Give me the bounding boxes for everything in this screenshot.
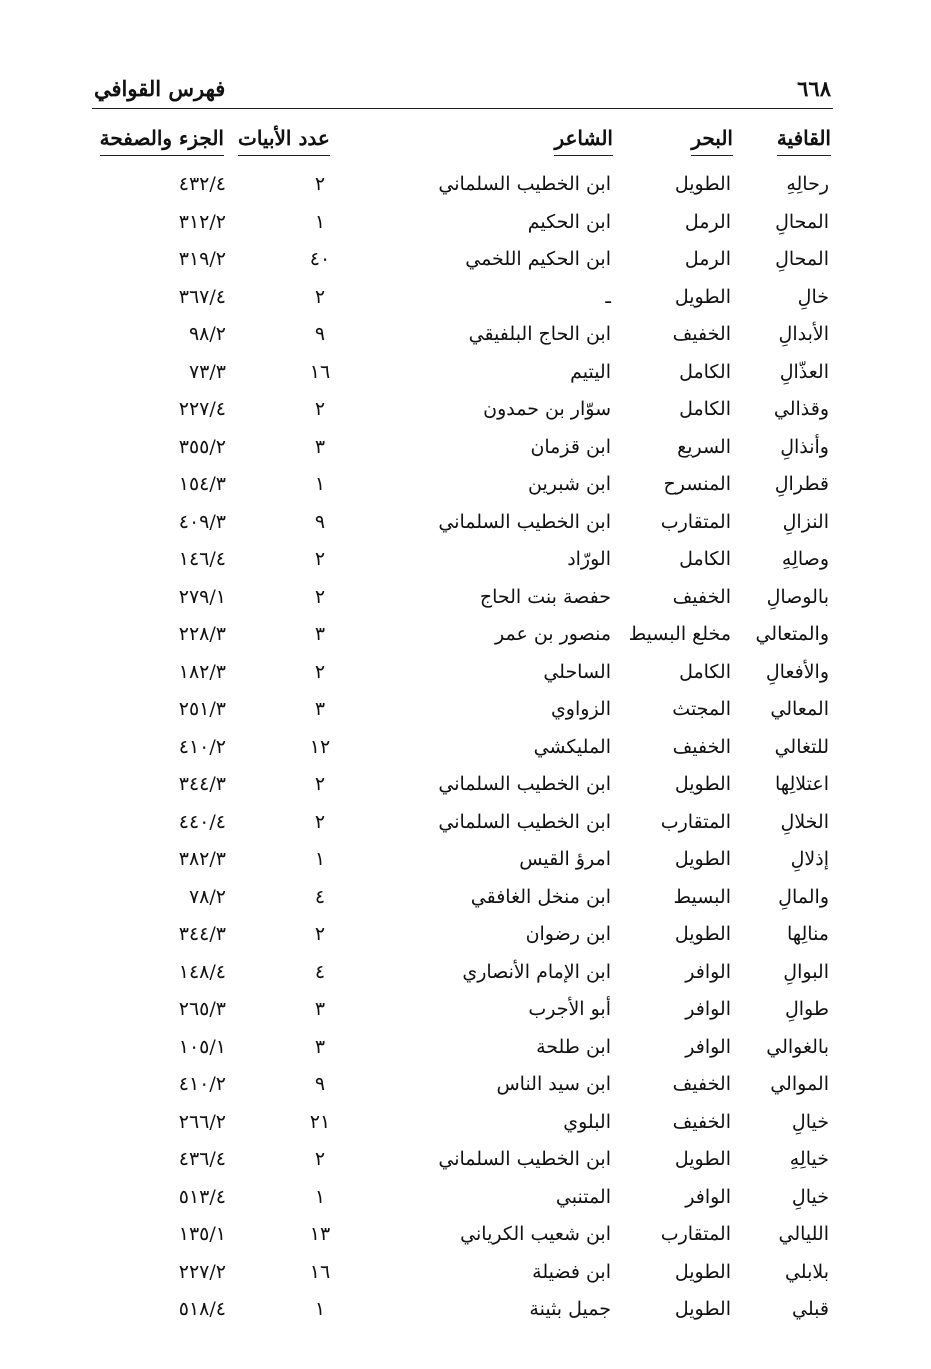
meter-cell: الرمل [684, 210, 731, 233]
meter-cell: الكامل [679, 398, 731, 420]
table-row [0, 619, 931, 657]
verse-count-cell: ٤ [314, 885, 326, 908]
poet-cell: ابن الخطيب السلماني [438, 773, 611, 795]
table-row [0, 207, 931, 245]
table-row [0, 1219, 931, 1257]
poet-cell: ابن قزمان [530, 435, 611, 458]
poet-cell: ابن الحكيم اللخمي [465, 248, 611, 270]
verse-count-cell: ٢ [314, 285, 326, 308]
table-row [0, 994, 931, 1032]
volume-page-cell: ٤١٠/٢ [178, 1073, 226, 1095]
rhyme-cell: وصالِهِ [781, 548, 829, 570]
verse-count-cell: ٩ [314, 510, 326, 533]
meter-cell: الخفيف [672, 585, 731, 608]
verse-count-cell: ٣ [314, 998, 326, 1020]
meter-cell: الوافر [685, 998, 731, 1020]
meter-cell: المنسرح [663, 473, 731, 495]
rhyme-cell: طوالِ [784, 998, 829, 1020]
rhyme-cell: وأنذالِ [780, 435, 829, 458]
poet-cell: الورّاد [567, 548, 611, 570]
poet-cell: سوّار بن حمدون [483, 398, 611, 420]
volume-page-cell: ٥١٣/٤ [178, 1185, 226, 1208]
verse-count-cell: ١٦ [309, 360, 331, 383]
verse-count-cell: ٤ [314, 960, 326, 983]
volume-page-cell: ٢٦٥/٣ [178, 998, 226, 1020]
table-row [0, 1182, 931, 1220]
volume-page-cell: ٤١٠/٢ [178, 735, 226, 758]
meter-cell: الطويل [674, 173, 731, 195]
verse-count-cell: ١ [314, 1298, 326, 1320]
poet-cell: ابن شبرين [528, 473, 611, 495]
volume-page-cell: ٣٥٥/٢ [178, 435, 226, 458]
poet-cell: المتنبي [555, 1185, 611, 1208]
meter-cell: الوافر [685, 1185, 731, 1208]
volume-page-cell: ٢٦٦/٢ [178, 1110, 226, 1133]
verse-count-cell: ١٢ [309, 735, 331, 758]
volume-page-cell: ٣٦٧/٤ [178, 285, 226, 308]
table-row [0, 657, 931, 695]
table-row [0, 957, 931, 995]
verse-count-cell: ٢ [314, 585, 326, 608]
volume-page-cell: ٢٧٩/١ [178, 585, 226, 608]
poet-cell: ابن فضيلة [532, 1260, 611, 1283]
volume-page-cell: ٣١٢/٢ [178, 210, 226, 233]
verse-count-cell: ٢ [314, 548, 326, 570]
rhyme-cell: المحالِ [775, 248, 829, 270]
poet-cell: منصور بن عمر [494, 623, 611, 645]
table-row [0, 844, 931, 882]
table-row [0, 169, 931, 207]
table-row [0, 319, 931, 357]
volume-page-cell: ١٤٨/٤ [178, 960, 226, 983]
table-row [0, 1144, 931, 1182]
meter-cell: المجتث [672, 698, 731, 720]
page-number: ٦٦٨ [797, 76, 831, 101]
table-row [0, 357, 931, 395]
meter-cell: الطويل [674, 773, 731, 795]
poet-cell: ابن الإمام الأنصاري [462, 960, 611, 983]
verse-count-cell: ٢ [314, 660, 326, 683]
volume-page-cell: ٢٥١/٣ [178, 698, 226, 720]
rhyme-cell: قبلي [792, 1298, 829, 1320]
verse-count-cell: ١ [314, 1185, 326, 1208]
verse-count-cell: ٣ [314, 435, 326, 458]
poet-cell: البلوي [563, 1110, 611, 1133]
table-row [0, 1107, 931, 1145]
poet-cell: ابن الخطيب السلماني [438, 1148, 611, 1170]
column-header-rhyme: القافية [776, 126, 831, 150]
poet-cell: اليتيم [570, 360, 611, 383]
rhyme-cell: الأبدالِ [778, 323, 829, 345]
poet-cell: الساحلي [543, 660, 611, 683]
table-row [0, 432, 931, 470]
table-row [0, 582, 931, 620]
rhyme-cell: والمتعالي [755, 623, 829, 645]
rhyme-cell: المعالي [770, 698, 829, 720]
verse-count-cell: ٢ [314, 1148, 326, 1170]
volume-page-cell: ١٠٥/١ [178, 1035, 226, 1058]
meter-cell: المتقارب [660, 1223, 731, 1245]
poet-cell: ابن رضوان [525, 923, 611, 945]
meter-cell: الطويل [674, 923, 731, 945]
table-row [0, 544, 931, 582]
poet-cell: ابن طلحة [536, 1035, 611, 1058]
meter-cell: المتقارب [660, 810, 731, 833]
rhyme-cell: منالِها [786, 923, 829, 945]
table-row [0, 1257, 931, 1295]
volume-page-cell: ٤٠٩/٣ [178, 510, 226, 533]
verse-count-cell: ٢١ [309, 1110, 331, 1133]
table-row [0, 244, 931, 282]
volume-page-cell: ١٣٥/١ [178, 1223, 226, 1245]
meter-cell: الخفيف [672, 1073, 731, 1095]
table-row [0, 1294, 931, 1332]
meter-cell: الرمل [684, 248, 731, 270]
poet-cell: أبو الأجرب [528, 998, 611, 1020]
poet-cell: امرؤ القيس [519, 848, 611, 870]
volume-page-cell: ٢٢٧/٢ [178, 1260, 226, 1283]
table-row [0, 1069, 931, 1107]
rhyme-cell: اعتلالِها [774, 773, 829, 795]
verse-count-cell: ١ [314, 473, 326, 495]
rhyme-cell: النزالِ [782, 510, 829, 533]
verse-count-cell: ٢ [314, 173, 326, 195]
volume-page-cell: ٧٣/٣ [188, 360, 226, 383]
column-header-verse-count: عدد الأبيات [238, 126, 330, 150]
poet-cell: ابن شعيب الكرياني [460, 1223, 611, 1245]
volume-page-cell: ٢٢٧/٤ [178, 398, 226, 420]
volume-page-cell: ٣١٩/٢ [178, 248, 226, 270]
rhyme-cell: العذّالِ [779, 360, 829, 383]
rhyme-cell: للتغالي [774, 735, 829, 758]
rhyme-cell: بالغوالي [766, 1035, 829, 1058]
meter-cell: الخفيف [672, 735, 731, 758]
rhyme-cell: بلابلي [784, 1260, 829, 1283]
rhyme-cell: خيالِ [791, 1110, 829, 1133]
poet-cell: ابن سيد الناس [496, 1073, 611, 1095]
rhyme-cell: رحالِهِ [786, 173, 829, 195]
volume-page-cell: ٩٨/٢ [188, 323, 226, 345]
verse-count-cell: ٢ [314, 810, 326, 833]
volume-page-cell: ٣٤٤/٣ [178, 923, 226, 945]
verse-count-cell: ٢ [314, 923, 326, 945]
rhyme-cell: البوالِ [783, 960, 829, 983]
rhyme-cell: الموالي [770, 1073, 829, 1095]
meter-cell: الطويل [674, 1260, 731, 1283]
meter-cell: الطويل [674, 848, 731, 870]
poet-cell: ابن الخطيب السلماني [438, 810, 611, 833]
table-row [0, 1032, 931, 1070]
verse-count-cell: ٢ [314, 773, 326, 795]
volume-page-cell: ٥١٨/٤ [178, 1298, 226, 1320]
verse-count-cell: ٩ [314, 323, 326, 345]
poet-cell: ابن منخل الغافقي [470, 885, 611, 908]
table-row [0, 394, 931, 432]
volume-page-cell: ١٥٤/٣ [178, 473, 226, 495]
column-header-volume-page: الجزء والصفحة [99, 126, 224, 150]
rhyme-cell: خالِ [797, 285, 829, 308]
rhyme-cell: والمالِ [778, 885, 829, 908]
section-title: فهرس القوافي [94, 76, 226, 101]
table-row [0, 507, 931, 545]
meter-cell: البسيط [673, 885, 731, 908]
volume-page-cell: ٢٢٨/٣ [178, 623, 226, 645]
meter-cell: الخفيف [672, 323, 731, 345]
poet-cell: جميل بثينة [529, 1298, 611, 1320]
rhyme-cell: بالوصالِ [766, 585, 829, 608]
verse-count-cell: ٣ [314, 698, 326, 720]
volume-page-cell: ١٨٢/٣ [178, 660, 226, 683]
poet-cell: حفصة بنت الحاج [479, 585, 611, 608]
poet-cell: ابن الخطيب السلماني [438, 173, 611, 195]
volume-page-cell: ٣٨٢/٣ [178, 848, 226, 870]
rhyme-cell: خيالِهِ [789, 1148, 829, 1170]
rhyme-cell: المحالِ [775, 210, 829, 233]
column-header-meter: البحر [691, 126, 733, 150]
rhyme-cell: إذلالِ [790, 848, 829, 870]
volume-page-cell: ١٤٦/٤ [178, 548, 226, 570]
verse-count-cell: ١ [314, 210, 326, 233]
verse-count-cell: ٣ [314, 1035, 326, 1058]
verse-count-cell: ٢ [314, 398, 326, 420]
page-header [92, 74, 833, 109]
verse-count-cell: ٣ [314, 623, 326, 645]
meter-cell: مخلع البسيط [628, 623, 731, 645]
meter-cell: الكامل [679, 548, 731, 570]
poet-cell: ابن الخطيب السلماني [438, 510, 611, 533]
poet-cell: ـ [605, 285, 611, 308]
meter-cell: الوافر [685, 1035, 731, 1058]
table-row [0, 282, 931, 320]
volume-page-cell: ٣٤٤/٣ [178, 773, 226, 795]
poet-cell: ابن الحاج البلفيقي [468, 323, 611, 345]
volume-page-cell: ٧٨/٢ [188, 885, 226, 908]
rhyme-cell: خيالِ [791, 1185, 829, 1208]
table-row [0, 469, 931, 507]
meter-cell: الطويل [674, 285, 731, 308]
table-row [0, 882, 931, 920]
table-row [0, 694, 931, 732]
volume-page-cell: ٤٤٠/٤ [178, 810, 226, 833]
volume-page-cell: ٤٣٦/٤ [178, 1148, 226, 1170]
table-row [0, 919, 931, 957]
verse-count-cell: ١٣ [309, 1223, 331, 1245]
poet-cell: الزواوي [550, 698, 611, 720]
meter-cell: الكامل [679, 660, 731, 683]
meter-cell: السريع [677, 435, 731, 458]
rhyme-cell: وقذالي [773, 398, 829, 420]
rhyme-cell: الخلالِ [780, 810, 829, 833]
rhyme-index-table [0, 169, 931, 1332]
poet-cell: ابن الحكيم [527, 210, 611, 233]
meter-cell: الوافر [685, 960, 731, 983]
meter-cell: الطويل [674, 1148, 731, 1170]
poet-cell: المليكشي [533, 735, 611, 758]
table-row [0, 769, 931, 807]
meter-cell: المتقارب [660, 510, 731, 533]
rhyme-cell: الليالي [778, 1223, 829, 1245]
meter-cell: الطويل [674, 1298, 731, 1320]
rhyme-cell: قطرالِ [774, 473, 829, 495]
meter-cell: الكامل [679, 360, 731, 383]
verse-count-cell: ٩ [314, 1073, 326, 1095]
column-header-poet: الشاعر [554, 126, 613, 150]
table-row [0, 807, 931, 845]
volume-page-cell: ٤٣٢/٤ [178, 173, 226, 195]
meter-cell: الخفيف [672, 1110, 731, 1133]
verse-count-cell: ١ [314, 848, 326, 870]
verse-count-cell: ١٦ [309, 1260, 331, 1283]
table-row [0, 732, 931, 770]
rhyme-cell: والأفعالِ [765, 660, 829, 683]
verse-count-cell: ٤٠ [309, 248, 331, 270]
table-header [0, 126, 931, 162]
